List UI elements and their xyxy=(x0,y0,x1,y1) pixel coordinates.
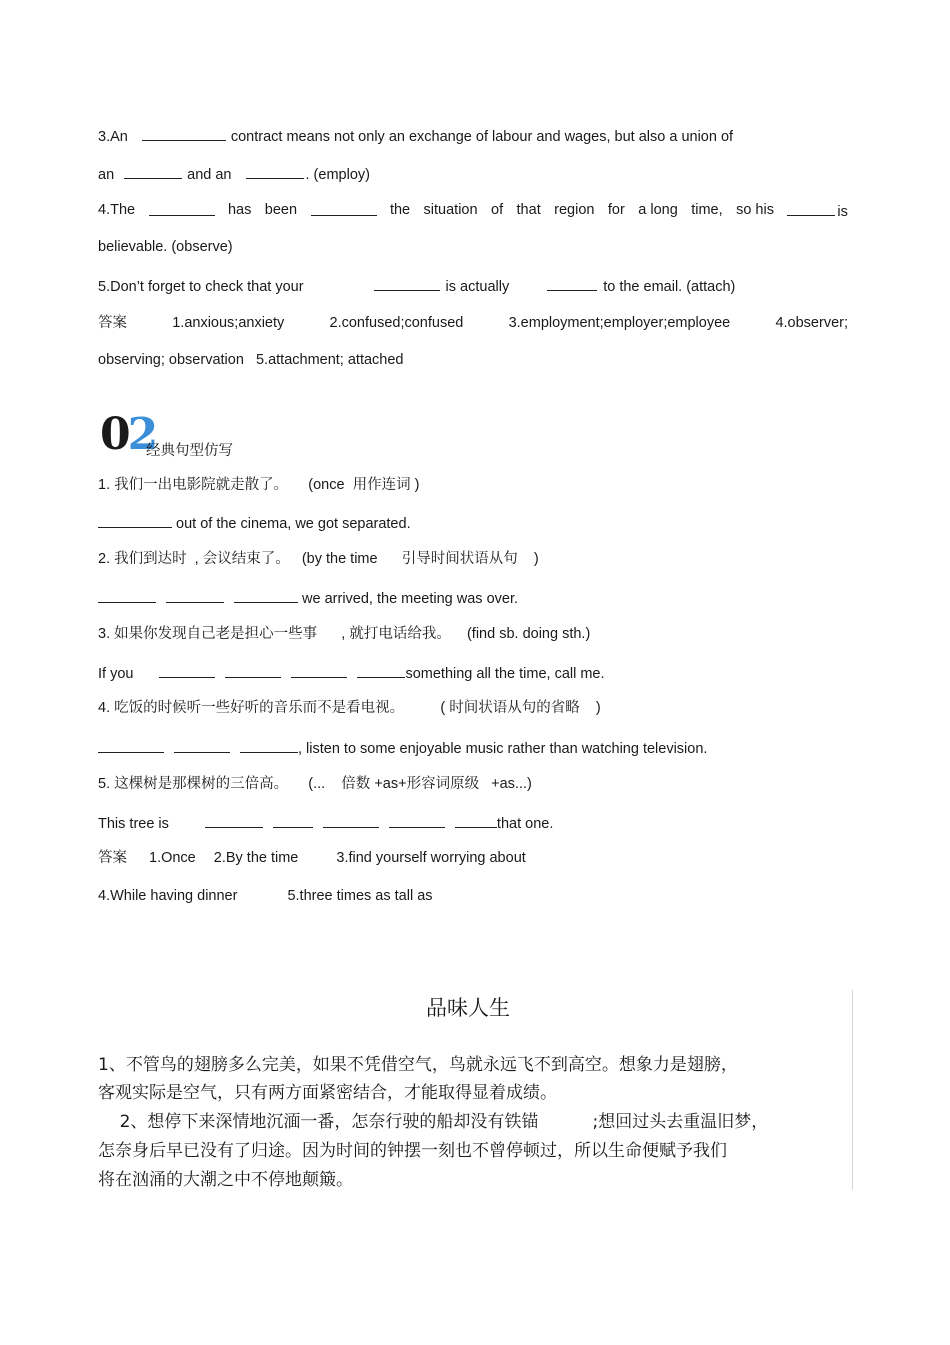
blank[interactable] xyxy=(547,276,597,291)
blank[interactable] xyxy=(98,513,172,528)
blank[interactable] xyxy=(225,663,281,678)
q5-line: 5.Don’t forget to check that your is actually to the email. (attach) xyxy=(98,276,735,296)
blank[interactable] xyxy=(374,276,440,291)
s2-q4-answer-line: , listen to some enjoyable music rather than watching television. xyxy=(98,738,707,758)
blank[interactable] xyxy=(311,201,377,216)
answers-2-line2: 4.While having dinner 5.three times as tall as xyxy=(98,888,433,904)
s2-q2-answer-line: we arrived, the meeting was over. xyxy=(98,588,518,608)
answers-1-line1: 答案 1.anxious;anxiety 2.confused;confused 3.employment;employer;employee 4.observer; xyxy=(98,315,848,331)
life-p2-line1: 2、想停下来深情地沉湎一番，怎奈行驶的船却没有铁锚 ;想回过头去重温旧梦， xyxy=(98,1112,769,1132)
blank[interactable] xyxy=(787,201,835,216)
blank[interactable] xyxy=(291,663,347,678)
blank[interactable] xyxy=(98,588,156,603)
blank[interactable] xyxy=(240,738,298,753)
s2-q3: 3. 如果你发现自己老是担心一些事 , 就打电话给我。 (find sb. doing sth.) xyxy=(98,626,591,642)
blank[interactable] xyxy=(149,201,215,216)
s2-q2: 2. 我们到达时 , 会议结束了。 (by the time 引导时间状语从句 ) xyxy=(98,551,539,567)
blank[interactable] xyxy=(246,164,304,179)
section-title: 经典句型仿写 xyxy=(146,443,233,459)
q4-line1: 4.The has been the situation of that region for a long time, so his is xyxy=(98,202,848,220)
blank[interactable] xyxy=(159,663,215,678)
q4-line2: believable. (observe) xyxy=(98,239,233,255)
blank[interactable] xyxy=(357,663,405,678)
margin-rule xyxy=(852,990,853,1190)
blank[interactable] xyxy=(124,164,182,179)
answers-1-line2: observing; observation 5.attachment; attached xyxy=(98,352,404,368)
blank[interactable] xyxy=(455,813,497,828)
blank[interactable] xyxy=(389,813,445,828)
s2-q1: 1. 我们一出电影院就走散了。 (once 用作连词 ) xyxy=(98,477,420,493)
answers-2-line1: 答案 1.Once 2.By the time 3.find yourself worrying about xyxy=(98,850,526,866)
blank[interactable] xyxy=(98,738,164,753)
s2-q3-answer-line: If you something all the time, call me. xyxy=(98,663,605,683)
q3-line2: an and an . (employ) xyxy=(98,164,370,184)
s2-q4: 4. 吃饭的时候听一些好听的音乐而不是看电视。 ( 时间状语从句的省略 ) xyxy=(98,700,601,716)
s2-q5-answer-line: This tree is that one. xyxy=(98,813,553,833)
q3-line1: 3.An contract means not only an exchange of labour and wages, but also a union of xyxy=(98,126,733,146)
s2-q1-answer-line: out of the cinema, we got separated. xyxy=(98,513,411,533)
blank[interactable] xyxy=(273,813,313,828)
life-title: 品味人生 xyxy=(426,996,510,1020)
blank[interactable] xyxy=(205,813,263,828)
section-number: 02 xyxy=(100,409,156,460)
blank[interactable] xyxy=(323,813,379,828)
life-p1-line2: 客观实际是空气，只有两方面紧密结合，才能取得显着成绩。 xyxy=(98,1083,557,1103)
life-p2-line3: 将在汹涌的大潮之中不停地颠簸。 xyxy=(98,1170,353,1190)
blank[interactable] xyxy=(234,588,298,603)
life-p2-line2: 怎奈身后早已没有了归途。因为时间的钟摆一刻也不曾停顿过，所以生命便赋予我们 xyxy=(98,1141,727,1161)
blank[interactable] xyxy=(166,588,224,603)
blank[interactable] xyxy=(174,738,230,753)
s2-q5: 5. 这棵树是那棵树的三倍高。 (... 倍数 +as+形容词原级 +as...) xyxy=(98,776,532,792)
blank[interactable] xyxy=(142,126,226,141)
life-p1-line1: 1、不管鸟的翅膀多么完美，如果不凭借空气，鸟就永远飞不到高空。想象力是翅膀， xyxy=(98,1055,738,1075)
